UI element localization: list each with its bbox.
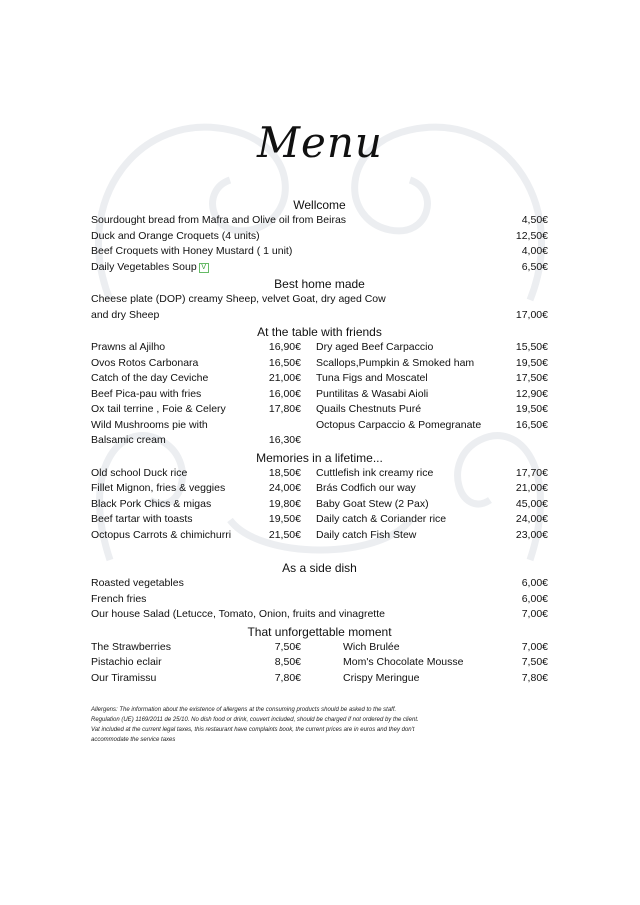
menu-item bbox=[91, 292, 548, 308]
menu-row bbox=[91, 481, 548, 497]
item-name bbox=[91, 308, 498, 324]
item-name-text: French fries bbox=[91, 592, 147, 605]
item-name-text: Cheese plate (DOP) creamy Sheep, velvet Goat, dry aged Cow bbox=[91, 293, 386, 305]
item-name: Mom's Chocolate Mousse bbox=[343, 656, 464, 668]
section-heading: Best home made bbox=[274, 277, 365, 291]
menu-row bbox=[91, 512, 548, 528]
item-name bbox=[91, 244, 498, 260]
item-name-text: and dry Sheep bbox=[91, 308, 160, 321]
menu-item bbox=[91, 576, 548, 592]
item-price: 19,50€ bbox=[515, 356, 548, 369]
item-price: 17,80€ bbox=[268, 403, 301, 415]
menu-row bbox=[91, 497, 548, 513]
item-name bbox=[91, 260, 498, 276]
item-name-text: Our house Salad (Letucce, Tomato, Onion, fruits and vinagrette bbox=[91, 608, 385, 620]
item-name: Cuttlefish ink creamy rice bbox=[316, 466, 434, 479]
menu-row bbox=[91, 640, 548, 656]
item-name: Our Tiramissu bbox=[91, 671, 157, 684]
item-price: 4,00€ bbox=[521, 245, 548, 257]
item-price: 7,80€ bbox=[274, 671, 301, 684]
item-name: Baby Goat Stew (2 Pax) bbox=[316, 497, 429, 510]
item-name: Fillet Mignon, fries & veggies bbox=[91, 482, 226, 494]
item-price: 19,80€ bbox=[268, 497, 301, 510]
item-price: 45,00€ bbox=[515, 497, 548, 510]
item-price: 7,80€ bbox=[521, 671, 548, 684]
column-gap bbox=[301, 418, 316, 434]
menu-row bbox=[91, 466, 548, 482]
item-price: 16,50€ bbox=[268, 356, 301, 369]
item-name bbox=[91, 576, 498, 592]
vegetarian-icon: V bbox=[199, 263, 209, 273]
item-price: 8,50€ bbox=[274, 656, 301, 668]
column-gap bbox=[301, 340, 316, 356]
item-price bbox=[498, 292, 548, 308]
item-price: 6,50€ bbox=[521, 260, 548, 273]
footer-line: Vat included at the current legal taxes, this restaurant have complaints book, the current prices are in euros and they don't bbox=[91, 727, 415, 733]
menu-row bbox=[91, 418, 548, 434]
item-name bbox=[91, 607, 498, 623]
item-name bbox=[91, 229, 498, 245]
item-name: Daily catch Fish Stew bbox=[316, 528, 417, 541]
item-name-text: Daily Vegetables Soup bbox=[91, 260, 197, 273]
item-price: 16,50€ bbox=[515, 418, 548, 431]
column-gap bbox=[301, 387, 316, 403]
section-heading: As a side dish bbox=[282, 561, 357, 575]
menu-row bbox=[91, 371, 548, 387]
menu-row bbox=[91, 340, 548, 356]
footer-line: Regulation (UE) 1169/2011 de 25/10. No dish food or drink, couvert included, should be charged if not ordered by the client. bbox=[91, 717, 419, 723]
column-gap bbox=[301, 671, 343, 687]
item-price: 7,50€ bbox=[521, 656, 548, 668]
menu-item bbox=[91, 607, 548, 623]
menu-row bbox=[91, 655, 548, 671]
item-price: 21,00€ bbox=[268, 372, 301, 384]
item-price: 7,00€ bbox=[521, 608, 548, 620]
item-price: 23,00€ bbox=[515, 528, 548, 541]
item-price: 24,00€ bbox=[515, 513, 548, 525]
item-price: 16,30€ bbox=[268, 434, 301, 446]
item-name: Ox tail terrine , Foie & Celery bbox=[91, 403, 226, 415]
column-gap bbox=[301, 402, 316, 418]
column-gap bbox=[301, 528, 316, 544]
item-price: 7,00€ bbox=[521, 640, 548, 653]
item-price: 18,50€ bbox=[268, 466, 301, 479]
item-name: Black Pork Chics & migas bbox=[91, 497, 212, 510]
section-heading: Memories in a lifetime... bbox=[256, 450, 383, 465]
item-price: 19,50€ bbox=[268, 513, 301, 525]
item-price: 17,70€ bbox=[515, 466, 548, 479]
section-heading: At the table with friends bbox=[257, 325, 382, 339]
menu-row bbox=[91, 402, 548, 418]
item-name bbox=[91, 213, 498, 229]
menu-row bbox=[91, 528, 548, 544]
menu-row bbox=[91, 433, 548, 449]
item-name: Catch of the day Ceviche bbox=[91, 372, 209, 384]
item-price bbox=[508, 433, 548, 449]
footer-notes bbox=[91, 705, 561, 745]
column-gap bbox=[301, 481, 316, 497]
item-name: The Strawberries bbox=[91, 640, 171, 653]
item-name: Brás Codfich our way bbox=[316, 482, 416, 494]
column-gap bbox=[301, 433, 316, 449]
item-name: Daily catch & Coriander rice bbox=[316, 513, 447, 525]
item-name: Wich Brulée bbox=[343, 640, 400, 653]
item-name: Ovos Rotos Carbonara bbox=[91, 356, 199, 369]
column-gap bbox=[301, 356, 316, 372]
item-name: Prawns al Ajilho bbox=[91, 341, 166, 353]
item-name: Crispy Meringue bbox=[343, 671, 420, 684]
item-name bbox=[316, 433, 508, 449]
item-price bbox=[261, 418, 301, 434]
item-name bbox=[91, 292, 498, 308]
menu-item bbox=[91, 229, 548, 245]
item-name bbox=[91, 592, 498, 608]
item-price: 16,00€ bbox=[268, 387, 301, 400]
item-name: Octopus Carpaccio & Pomegranate bbox=[316, 418, 482, 431]
menu-row bbox=[91, 671, 548, 687]
column-gap bbox=[301, 497, 316, 513]
menu-item bbox=[91, 244, 548, 260]
column-gap bbox=[301, 655, 343, 671]
menu-row bbox=[91, 356, 548, 372]
item-name: Wild Mushrooms pie with bbox=[91, 418, 208, 431]
item-price: 15,50€ bbox=[515, 341, 548, 353]
item-price: 6,00€ bbox=[521, 577, 548, 589]
column-gap bbox=[301, 466, 316, 482]
item-name: Beef Pica-pau with fries bbox=[91, 387, 202, 400]
item-name-text: Roasted vegetables bbox=[91, 577, 184, 589]
menu-body bbox=[91, 196, 548, 686]
item-name: Tuna Figs and Moscatel bbox=[316, 372, 428, 384]
item-name: Scallops,Pumpkin & Smoked ham bbox=[316, 356, 475, 369]
item-price: 12,50€ bbox=[515, 229, 548, 242]
footer-line: accommodate the service taxes bbox=[91, 737, 176, 743]
item-price: 24,00€ bbox=[268, 482, 301, 494]
menu-item bbox=[91, 308, 548, 324]
menu-item bbox=[91, 213, 548, 229]
column-gap bbox=[301, 512, 316, 528]
section-heading: That unforgettable moment bbox=[247, 624, 392, 639]
item-price: 12,90€ bbox=[515, 387, 548, 400]
item-price: 19,50€ bbox=[515, 403, 548, 415]
item-price: 21,50€ bbox=[268, 528, 301, 541]
item-price: 16,90€ bbox=[268, 341, 301, 353]
item-name-text: Duck and Orange Croquets (4 units) bbox=[91, 229, 260, 242]
item-name: Pistachio eclair bbox=[91, 656, 162, 668]
column-gap bbox=[301, 371, 316, 387]
menu-row bbox=[91, 387, 548, 403]
item-name-text: Sourdought bread from Mafra and Olive oil from Beiras bbox=[91, 214, 347, 226]
item-price: 6,00€ bbox=[521, 592, 548, 605]
item-name: Octopus Carrots & chimichurri bbox=[91, 528, 232, 541]
menu-item bbox=[91, 592, 548, 608]
item-price: 17,00€ bbox=[515, 308, 548, 321]
item-price: 21,00€ bbox=[515, 482, 548, 494]
item-name-text: Beef Croquets with Honey Mustard ( 1 unit) bbox=[91, 245, 293, 257]
item-name: Dry aged Beef Carpaccio bbox=[316, 341, 434, 353]
menu-item bbox=[91, 260, 548, 276]
item-name: Quails Chestnuts Puré bbox=[316, 403, 422, 415]
item-price: 4,50€ bbox=[521, 214, 548, 226]
item-name: Beef tartar with toasts bbox=[91, 513, 193, 525]
footer-line: Allergens: The information about the existence of allergens at the consuming products should be asked to the staff. bbox=[91, 707, 397, 713]
item-price: 17,50€ bbox=[515, 372, 548, 384]
section-heading: Wellcome bbox=[293, 198, 346, 212]
item-name: Balsamic cream bbox=[91, 434, 166, 446]
item-price: 7,50€ bbox=[274, 640, 301, 653]
menu-title: Menu bbox=[257, 118, 383, 167]
item-name: Old school Duck rice bbox=[91, 466, 188, 479]
column-gap bbox=[301, 640, 343, 656]
item-name: Puntilitas & Wasabi Aioli bbox=[316, 387, 429, 400]
